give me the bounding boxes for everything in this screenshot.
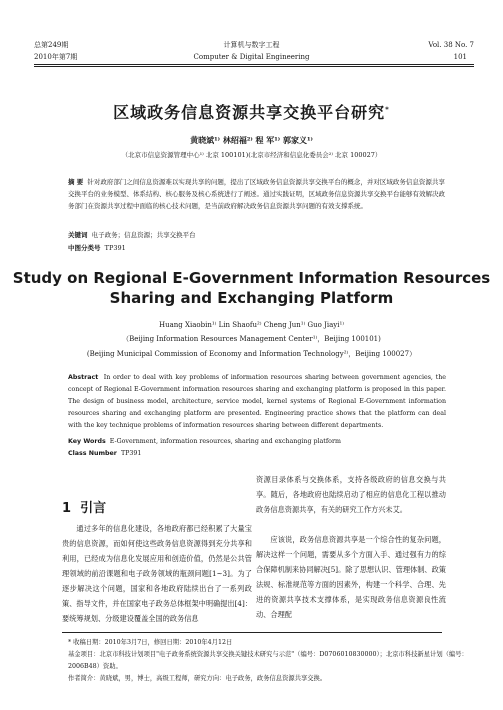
left-column-paragraph: 通过多年的信息化建设，各地政府都已经积累了大量宝贵的信息资源，而如何使这些政务信息资源得到充分共享和利用，已经成为信息化发展应用和创造价值，仍然是公共管理领域的前沿课题和电子政务领域的瓶颈问题[1~3]。为了逐步解决这个问题，国家和各地政府陆续出台了一系列政策、指导文件，并在国家电子政务总体框架中明确提出[4]：要统筹规划、分级建设覆盖全国的政务信息	[62, 524, 252, 623]
header-rule-double	[34, 66, 474, 67]
clc-label: 中图分类号	[68, 244, 101, 252]
journal-name-cn: 计算机与数字工程	[223, 41, 280, 49]
clc-cn	[68, 242, 446, 254]
keywords-en-label: Key Words	[68, 438, 106, 445]
footnote-received: * 收稿日期：2010年3月7日，修回日期：2010年4月12日	[68, 639, 233, 646]
footnote-rule	[62, 632, 442, 633]
keywords-text: 电子政务；信息资源；共享交换平台	[91, 231, 196, 239]
footnote-fund: 基金项目：北京市科技计划项目"电子政务系统资源共享交换关键技术研究与示范"（编号：D0706010830000）；北京市科技新星计划（编号：2006B48）资助。	[68, 651, 468, 670]
right-column-paragraph-1: 资源目录体系与交换体系，支持各级政府的信息交换与共享。随后，各地政府也陆续启动了相应的信息化工程以推动政务信息资源共享，有关的研究工作方兴未艾。	[256, 475, 446, 514]
section-number: 1	[62, 501, 72, 516]
volume-label-en: Vol. 38 No. 7	[428, 41, 474, 49]
abstract-en-text: In order to deal with key problems of information resources sharing between government agencies, the concept of Regional E-Government information resources sharing and exchanging platform is proposed in this paper. The design of business model, architecture, service model, kernel systems of Regional E-Government information resources sharing and exchanging platform are presented. Engineering practice shows that the platform can deal with the key technique problems of information resources sharing between different departments.	[68, 374, 446, 429]
section-title: 引言	[80, 501, 107, 516]
keywords-cn	[68, 229, 446, 241]
page-number: 101	[453, 53, 467, 61]
english-affiliation-2: (Beijing Municipal Commission of Economy and Information Technology²⁾，Beijing 100027）	[86, 350, 417, 358]
right-column-paragraph-2: 应该说，政务信息资源共享是一个综合性的复杂问题，解决这样一个问题，需要从多个方面入手、通过强有力的综合保障机制来协同解决[5]。除了思想认识、管理体制、政策法规、标准规范等方面的因素外，构建一个科学、合理、先进的资源共享技术支撑体系，是实现政务信息资源良性流动、合理配	[256, 535, 446, 619]
abstract-en	[68, 372, 446, 432]
issue-label: 2010年第7期	[34, 53, 78, 61]
english-title-line2: Sharing and Exchanging Platform	[109, 289, 394, 307]
class-number-en	[68, 448, 446, 460]
author-list: 黄晓斌¹⁾ 林绍福²⁾ 程 军¹⁾ 郭家义¹⁾	[190, 135, 313, 145]
english-authors: Huang Xiaobin¹⁾ Lin Shaofu²⁾ Cheng Jun¹⁾ Guo Jiayi¹⁾	[158, 321, 345, 329]
abstract-cn	[68, 176, 446, 212]
volume-label: 总第249期	[34, 41, 69, 49]
paper-title-text: 区域政务信息资源共享交换平台研究	[113, 103, 386, 122]
journal-name-en: Computer & Digital Engineering	[193, 53, 310, 61]
english-affiliation-1: （Beijing Information Resources Management Center¹⁾，Beijing 100101)	[122, 335, 381, 343]
english-title-line1: Study on Regional E-Government Information Resources	[12, 269, 491, 287]
footnote-author: 作者简介：黄晓斌，男，博士，高级工程师，研究方向：电子政务，政务信息资源共享交换。	[68, 675, 327, 682]
affiliation: （北京市信息资源管理中心¹⁾ 北京 100101)(北京市经济和信息化委员会²⁾ 北京 100027）	[121, 151, 382, 159]
clc-number: TP391	[104, 244, 126, 252]
class-number-label: Class Number	[68, 450, 117, 457]
section-heading	[62, 497, 106, 516]
abstract-label: 摘 要	[68, 178, 84, 186]
header-rule	[34, 64, 474, 65]
keywords-en	[68, 436, 446, 448]
paper-title	[0, 100, 503, 123]
abstract-en-label: Abstract	[68, 374, 99, 381]
keywords-label: 关键词	[68, 231, 88, 239]
title-footnote-mark: *	[385, 105, 390, 114]
keywords-en-text: E-Government, information resources, sharing and exchanging platform	[109, 438, 341, 445]
class-number-value: TP391	[120, 450, 142, 457]
abstract-text: 针对政府部门之间信息资源难以实现共享的问题，提出了区域政务信息资源共享交换平台的概念，并对区域政务信息资源共享交换平台的业务模型、体系结构、核心服务及核心系统进行了阐述。通过实践证明，区域政务信息资源共享交换平台能够有效解决政务部门在资源共享过程中面临的核心技术问题，是当前政府解决政务信息资源共享问题的有效支撑系统。	[68, 178, 445, 210]
